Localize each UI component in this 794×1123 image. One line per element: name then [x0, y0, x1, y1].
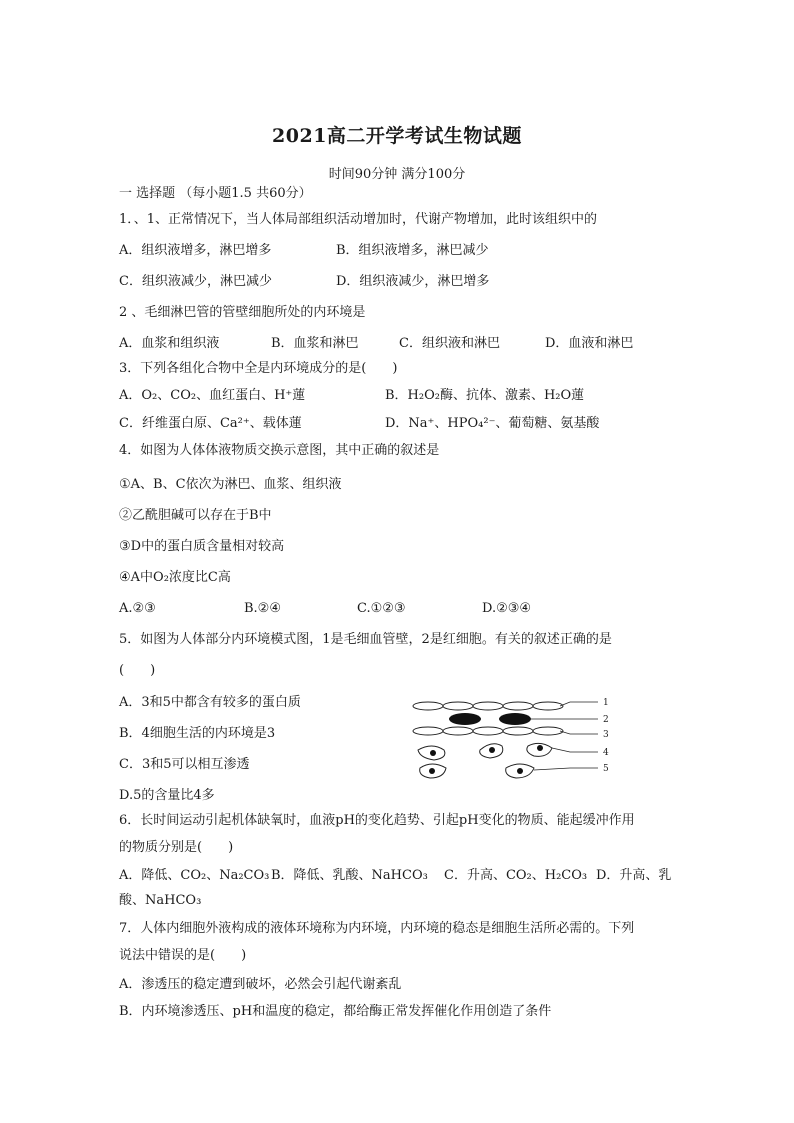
internal-environment-diagram — [410, 692, 640, 782]
q1-option-b: B．组织液增多，淋巴减少 — [336, 243, 489, 258]
q5-option-d: D.5的含量比4多 — [119, 788, 215, 803]
diagram-label-4: 4 — [603, 748, 609, 758]
diagram-label-1: 1 — [603, 698, 609, 708]
q3-option-a: A．O₂、CO₂、血红蛋白、H⁺蓮 — [119, 388, 306, 403]
q1-option-a: A．组织液增多，淋巴增多 — [119, 243, 272, 258]
q4-stem: 4．如图为人体体液物质交换示意图，其中正确的叙述是 — [119, 443, 440, 458]
q6-option-c: C．升高、CO₂、H₂CO₃ — [444, 868, 588, 883]
q5-option-c: C．3和5可以相互渗透 — [119, 757, 250, 772]
q3-option-c: C．纤维蛋白原、Ca²⁺、载体蓮 — [119, 416, 302, 431]
q1-option-c: C．组织液减少，淋巴减少 — [119, 274, 272, 289]
q6-option-a: A．降低、CO₂、Na₂CO₃ — [119, 868, 270, 883]
q7-option-b: B．内环境渗透压、pH和温度的稳定，都给酶正常发挥催化作用创造了条件 — [119, 1004, 552, 1019]
q7-stem-cont: 说法中错误的是( ) — [119, 948, 247, 963]
exam-info: 时间90分钟 满分100分 — [328, 167, 466, 182]
q2-option-c: C．组织液和淋巴 — [399, 336, 500, 351]
q7-option-a: A．渗透压的稳定遭到破坏，必然会引起代谢紊乱 — [119, 977, 402, 992]
q2-option-a: A．血浆和组织液 — [119, 336, 220, 351]
q2-option-b: B．血浆和淋巴 — [271, 336, 359, 351]
diagram-label-2: 2 — [603, 715, 609, 725]
label-leader-lines — [530, 702, 598, 770]
q3-option-b: B．H₂O₂酶、抗体、激素、H₂O蓮 — [385, 388, 585, 403]
section-heading: 一 选择题 （每小题1.5 共60分） — [119, 186, 312, 201]
capillary-wall-cells — [413, 702, 563, 735]
q7-stem: 7．人体内细胞外液构成的液体环境称为内环境，内环境的稳态是细胞生活所必需的。下列 — [119, 921, 635, 936]
q4-statement-1: ①A、B、C依次为淋巴、血浆、组织液 — [119, 477, 342, 492]
q6-option-b: B．降低、乳酸、NaHCO₃ — [271, 868, 428, 883]
q3-stem: 3．下列各组化合物中全是内环境成分的是( ) — [119, 361, 398, 376]
q4-option-c: C.①②③ — [357, 601, 406, 616]
q3-option-d: D．Na⁺、HPO₄²⁻、葡萄糖、氨基酸 — [385, 416, 600, 431]
q1-stem: 1．、1、正常情况下，当人体局部组织活动增加时，代谢产物增加，此时该组织中的 — [119, 212, 598, 227]
tissue-cells — [418, 743, 552, 778]
tissue-cell-nuclei — [429, 745, 543, 774]
red-blood-cells — [449, 713, 531, 725]
diagram-label-5: 5 — [603, 764, 609, 774]
q5-stem: 5．如图为人体部分内环境模式图，1是毛细血管壁，2是红细胞。有关的叙述正确的是 — [119, 632, 612, 647]
q4-option-d: D.②③④ — [482, 601, 532, 616]
q6-option-d-cont: 酸、NaHCO₃ — [119, 893, 202, 908]
q1-option-d: D．组织液减少，淋巴增多 — [336, 274, 490, 289]
q6-stem-cont: 的物质分别是( ) — [119, 840, 234, 855]
q5-option-b: B．4细胞生活的内环境是3 — [119, 726, 276, 741]
diagram-label-3: 3 — [603, 730, 609, 740]
q6-option-d: D．升高、乳 — [596, 868, 672, 883]
q4-statement-3: ③D中的蛋白质含量相对较高 — [119, 539, 285, 554]
q5-option-a: A．3和5中都含有较多的蛋白质 — [119, 695, 301, 710]
q4-option-a: A.②③ — [119, 601, 156, 616]
q2-option-d: D．血液和淋巴 — [545, 336, 634, 351]
q4-option-b: B.②④ — [244, 601, 281, 616]
q2-stem: 2 、毛细淋巴管的管壁细胞所处的内环境是 — [119, 305, 366, 320]
page-title: 2021高二开学考试生物试题 — [272, 125, 522, 147]
q5-stem-paren: ( ) — [119, 663, 156, 678]
q4-statement-2: ②乙酰胆碱可以存在于B中 — [119, 508, 272, 523]
q6-stem: 6．长时间运动引起机体缺氧时，血液pH的变化趋势、引起pH变化的物质、能起缓冲作用 — [119, 813, 635, 828]
q4-statement-4: ④A中O₂浓度比C高 — [119, 570, 231, 585]
